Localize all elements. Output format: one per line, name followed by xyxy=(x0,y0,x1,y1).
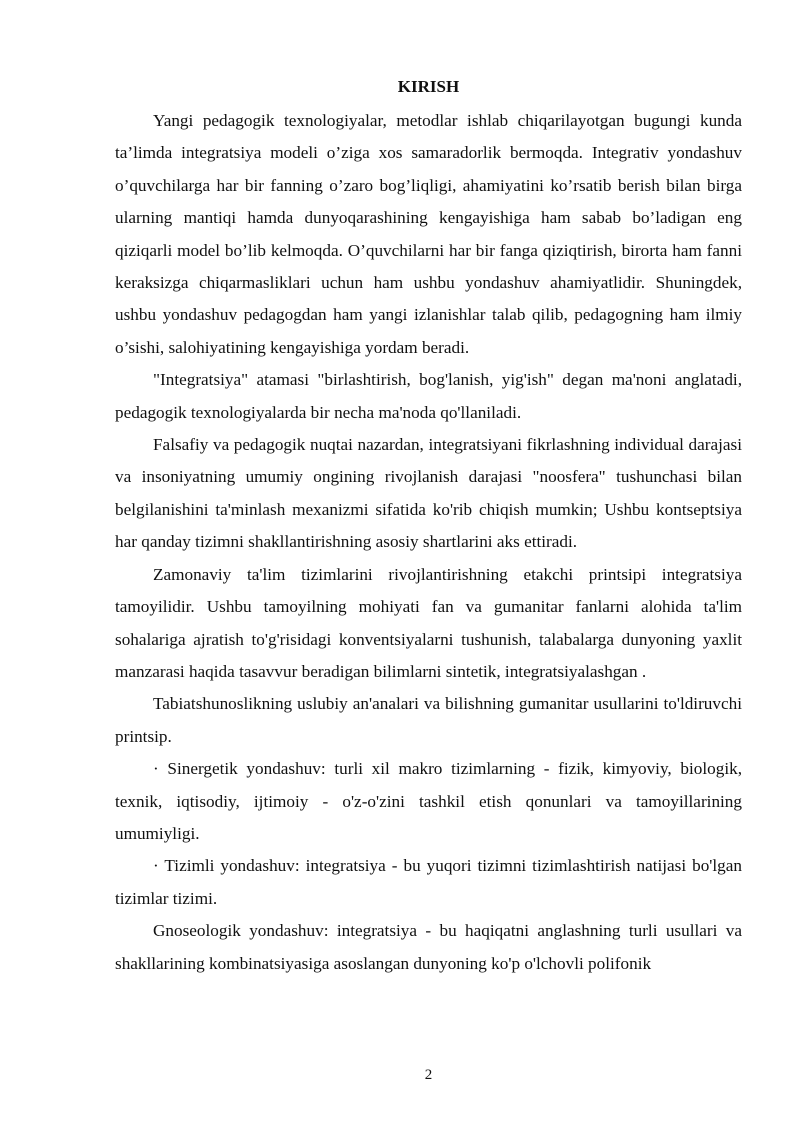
paragraph-modern-education: Zamonaviy ta'lim tizimlarini rivojlantirishning etakchi printsipi integratsiya tamoyilidir. Ushbu tamoyilning mohiyati fan va gumanitar fanlarni alohida ta'lim sohalariga ajratish to'g'risidagi konventsiyalarni tushunish, talabalarga dunyoning yaxlit manzarasi haqida tasavvur beradigan bilimlarni sintetik, integratsiyalashgan . xyxy=(115,564,742,681)
body-text xyxy=(115,105,742,980)
page-number: 2 xyxy=(424,1067,433,1083)
paragraph-natural-science: Tabiatshunoslikning uslubiy an'analari va bilishning gumanitar usullarini to'ldiruvchi printsip. xyxy=(115,694,742,746)
paragraph-integration-term: "Integratsiya" atamasi "birlashtirish, bog'lanish, yig'ish" degan ma'noni anglatadi, pedagogik texnologiyalarda bir necha ma'noda qo'llaniladi. xyxy=(115,370,742,422)
paragraph-philosophical-view: Falsafiy va pedagogik nuqtai nazardan, integratsiyani fikrlashning individual darajasi va insoniyatning umumiy ongining rivojlanish darajasi "noosfera" tushunchasi bilan belgilanishini ta'minlash mexanizmi sifatida ko'rib chiqish mumkin; Ushbu kontseptsiya har qanday tizimni shakllantirishning asosiy shartlarini aks ettiradi. xyxy=(115,435,742,552)
paragraph-systemic-approach: · Tizimli yondashuv: integratsiya - bu yuqori tizimni tizimlashtirish natijasi bo'lgan tizimlar tizimi. xyxy=(115,856,742,908)
paragraph-gnoseological-approach: Gnoseologik yondashuv: integratsiya - bu haqiqatni anglashning turli usullari va shakllarining kombinatsiyasiga asoslangan dunyoning ko'p o'lchovli polifonik xyxy=(115,921,742,973)
paragraph-synergetic-approach: · Sinergetik yondashuv: turli xil makro tizimlarning - fizik, kimyoviy, biologik, texnik, iqtisodiy, ijtimoiy - o'z-o'zini tashkil etish qonunlari va tamoyillarining umumiyligi. xyxy=(115,759,742,843)
section-heading: KIRISH xyxy=(397,77,460,96)
paragraph-intro: Yangi pedagogik texnologiyalar, metodlar ishlab chiqarilayotgan bugungi kunda ta’limda integratsiya modeli o’ziga xos samaradorlik bermoqda. Integrativ yondashuv o’quvchilarga har bir fanning o’zaro bog’liqligi, ahamiyatini ko’rsatib berish bilan birga ularning mantiqi hamda dunyoqarashining kengayishiga ham sabab bo’ladigan eng qiziqarli model bo’lib kelmoqda. O’quvchilarni har bir fanga qiziqtirish, birorta ham fanni keraksizga chiqarmasliklari uchun ham ushbu yondashuv ahamiyatlidir. Shuningdek, ushbu yondashuv pedagogdan ham yangi izlanishlar talab qilib, pedagogning ham ilmiy o’sishi, salohiyatining kengayishiga yordam beradi. xyxy=(115,111,742,357)
